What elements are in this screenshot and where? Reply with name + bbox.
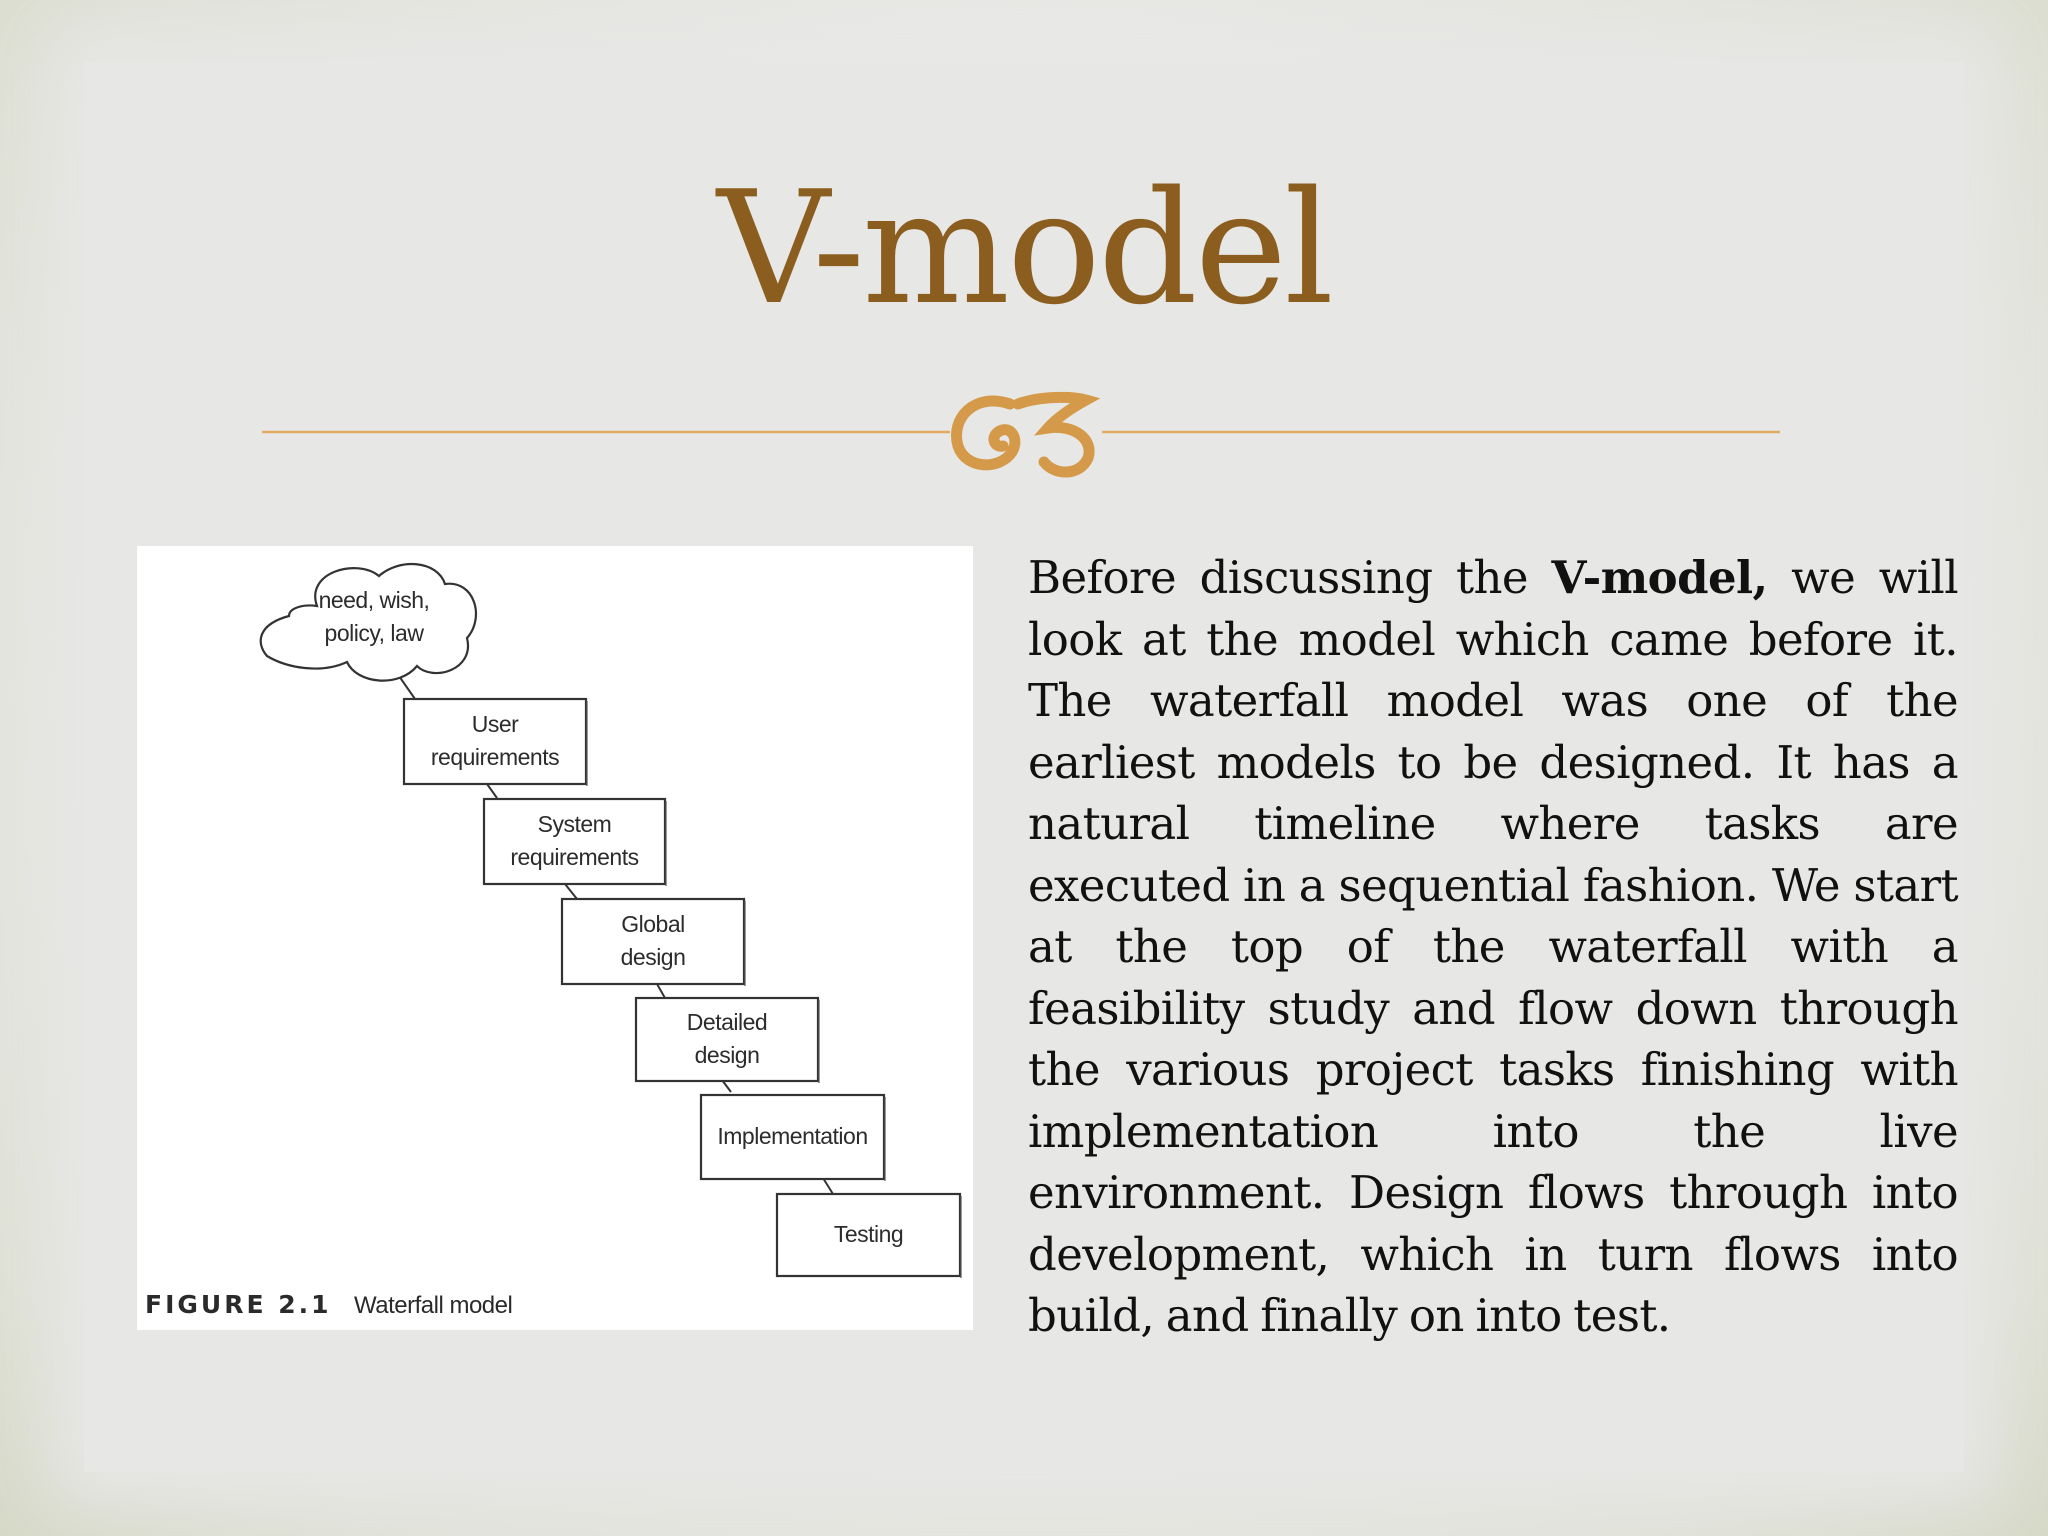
step-label-system-requirements — [484, 808, 665, 874]
step-label-user-requirements — [404, 708, 586, 774]
figure-caption-text: Waterfall model — [354, 1292, 513, 1319]
waterfall-diagram — [137, 546, 973, 1330]
connector-line — [565, 884, 577, 899]
step-label-line: requirements — [430, 744, 560, 770]
connector-line — [487, 784, 497, 798]
body-bold-term: V-model, — [1551, 551, 1768, 604]
step-label-line: Implementation — [717, 1123, 868, 1149]
figure-caption-number: FIGURE 2.1 — [145, 1290, 332, 1319]
step-label-line: User — [471, 711, 519, 737]
step-label-line: design — [620, 944, 686, 970]
waterfall-figure — [137, 546, 973, 1330]
step-label-line: Detailed — [686, 1009, 768, 1035]
step-label-line: Global — [621, 911, 685, 937]
ornament-swirl-icon — [950, 388, 1102, 476]
step-label-global-design — [562, 908, 744, 974]
cloud-label-line: policy, law — [324, 620, 424, 646]
step-label-detailed-design — [636, 1006, 818, 1072]
body-intro: Before discussing the — [1028, 551, 1552, 604]
slide-title: V-model — [717, 157, 1331, 339]
step-label-line: Testing — [833, 1221, 904, 1247]
connector-line — [657, 984, 665, 998]
connector-line — [823, 1178, 833, 1194]
cloud-label-line: need, wish, — [318, 587, 430, 613]
body-paragraph — [1028, 547, 1958, 1347]
connector-line — [399, 676, 415, 699]
step-label-line: System — [537, 811, 612, 837]
step-label-testing — [777, 1218, 960, 1251]
step-label-line: design — [694, 1042, 760, 1068]
step-label-implementation — [701, 1120, 884, 1153]
body-rest: we will look at the model which came before it. The waterfall model was one of the earliest models to be designed. It has a natural timeline where tasks are executed in a sequential fashion. We start at the top of the waterfall with a feasibility study and flow down through the various project tasks finishing with implementation into the live environment. Design flows through into development, which in turn flows into build, and finally on into test. — [1028, 551, 1959, 1342]
step-label-line: requirements — [510, 844, 639, 870]
title-divider — [0, 0, 2048, 480]
cloud-label — [285, 584, 463, 650]
